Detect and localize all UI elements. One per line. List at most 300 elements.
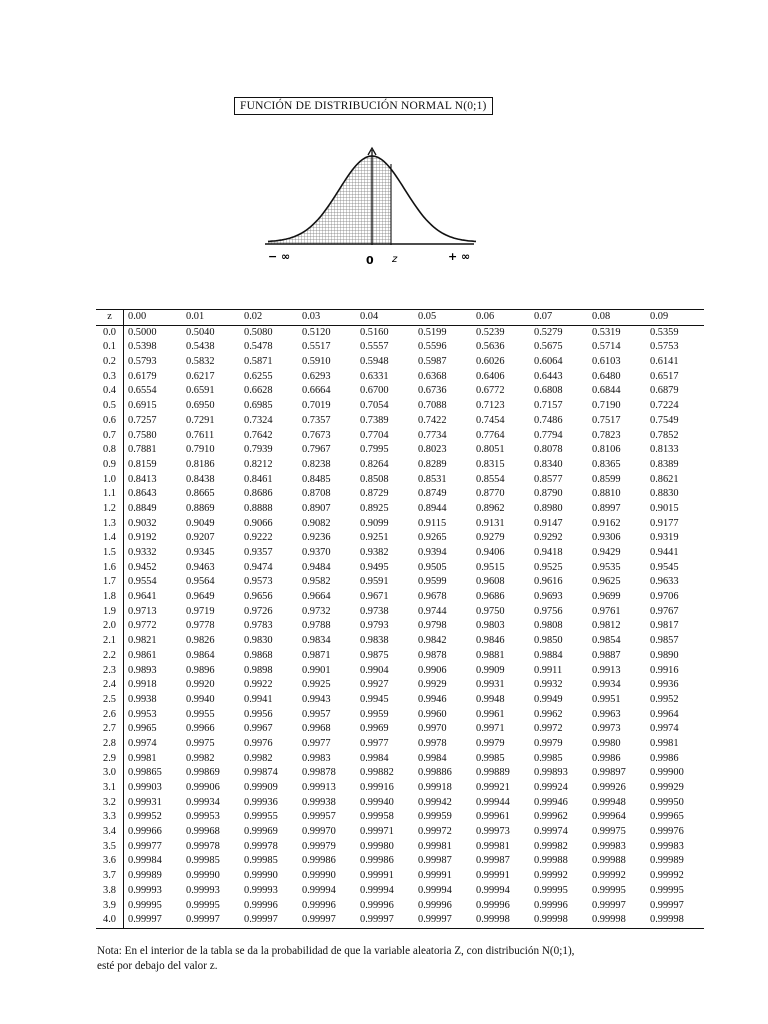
probability-cell: 0.99998 [592,914,626,926]
probability-cell: 0.9744 [418,605,447,617]
probability-cell: 0.5279 [534,326,563,338]
probability-cell: 0.6664 [302,385,331,397]
probability-cell: 0.99995 [128,899,162,911]
probability-cell: 0.8810 [592,488,621,500]
probability-cell: 0.6217 [186,370,215,382]
probability-cell: 0.99913 [302,782,336,794]
probability-cell: 0.6064 [534,356,563,368]
probability-cell: 0.99984 [128,855,162,867]
page-title: FUNCIÓN DE DISTRIBUCIÓN NORMAL N(0;1) [234,97,493,115]
probability-cell: 0.9956 [244,708,273,720]
probability-cell: 0.7995 [360,444,389,456]
probability-cell: 0.9948 [476,693,505,705]
probability-cell: 0.99906 [186,782,220,794]
probability-cell: 0.9945 [360,693,389,705]
probability-cell: 0.7357 [302,414,331,426]
probability-cell: 0.99995 [592,884,626,896]
probability-cell: 0.7580 [128,429,157,441]
table-row [96,708,704,723]
table-row [96,502,704,517]
column-header: 0.05 [418,311,437,323]
z-value-cell: 1.1 [96,487,124,502]
probability-cell: 0.9981 [650,737,679,749]
table-row [96,899,704,914]
probability-cell: 0.9441 [650,547,679,559]
table-row [96,546,704,561]
table-row [96,810,704,825]
table-row [96,752,704,767]
probability-cell: 0.7224 [650,400,679,412]
probability-cell: 0.9985 [476,752,505,764]
probability-cell: 0.99996 [534,899,568,911]
probability-cell: 0.7704 [360,429,389,441]
z-value-cell: 2.9 [96,752,124,767]
column-header: 0.06 [476,311,495,323]
probability-cell: 0.99970 [302,826,336,838]
z-value-cell: 1.0 [96,473,124,488]
z-value-cell: 0.8 [96,443,124,458]
probability-cell: 0.7257 [128,414,157,426]
probability-cell: 0.99992 [592,870,626,882]
probability-cell: 0.9761 [592,605,621,617]
probability-cell: 0.5160 [360,326,389,338]
z-value-cell: 0.5 [96,399,124,414]
probability-cell: 0.99940 [360,796,394,808]
z-value-cell: 2.3 [96,664,124,679]
probability-cell: 0.9452 [128,561,157,573]
probability-cell: 0.9931 [476,679,505,691]
probability-cell: 0.9978 [418,737,447,749]
probability-cell: 0.99997 [650,899,684,911]
probability-cell: 0.99893 [534,767,568,779]
probability-cell: 0.9394 [418,547,447,559]
probability-cell: 0.6141 [650,356,679,368]
probability-cell: 0.99990 [302,870,336,882]
footnote [97,944,667,974]
z-value-cell: 2.0 [96,619,124,634]
probability-cell: 0.6331 [360,370,389,382]
probability-cell: 0.5319 [592,326,621,338]
z-value-cell: 4.0 [96,913,124,928]
probability-cell: 0.9505 [418,561,447,573]
probability-cell: 0.99897 [592,767,626,779]
probability-cell: 0.8461 [244,473,273,485]
probability-cell: 0.9032 [128,517,157,529]
probability-cell: 0.99981 [418,840,452,852]
probability-cell: 0.8686 [244,488,273,500]
probability-cell: 0.8997 [592,502,621,514]
probability-cell: 0.9162 [592,517,621,529]
probability-cell: 0.9861 [128,649,157,661]
normal-distribution-table [96,309,704,929]
probability-cell: 0.9265 [418,532,447,544]
table-row [96,575,704,590]
probability-cell: 0.9834 [302,635,331,647]
probability-cell: 0.8389 [650,458,679,470]
probability-cell: 0.6103 [592,356,621,368]
probability-cell: 0.5478 [244,341,273,353]
probability-cell: 0.99946 [534,796,568,808]
probability-cell: 0.7673 [302,429,331,441]
probability-cell: 0.99903 [128,782,162,794]
probability-cell: 0.8106 [592,444,621,456]
probability-cell: 0.5910 [302,356,331,368]
probability-cell: 0.9750 [476,605,505,617]
z-value-cell: 3.5 [96,840,124,855]
probability-cell: 0.6406 [476,370,505,382]
z-column-header: z [96,310,124,326]
probability-cell: 0.9830 [244,635,273,647]
probability-cell: 0.99993 [186,884,220,896]
probability-cell: 0.8729 [360,488,389,500]
probability-cell: 0.9817 [650,620,679,632]
probability-cell: 0.8665 [186,488,215,500]
probability-cell: 0.9357 [244,547,273,559]
probability-cell: 0.99944 [476,796,510,808]
probability-cell: 0.9783 [244,620,273,632]
probability-cell: 0.9963 [592,708,621,720]
probability-cell: 0.9713 [128,605,157,617]
probability-cell: 0.99987 [476,855,510,867]
probability-cell: 0.9977 [360,737,389,749]
probability-cell: 0.5398 [128,341,157,353]
probability-cell: 0.9474 [244,561,273,573]
probability-cell: 0.9738 [360,605,389,617]
table-row [96,384,704,399]
probability-cell: 0.99996 [302,899,336,911]
probability-cell: 0.9934 [592,679,621,691]
probability-cell: 0.9429 [592,547,621,559]
probability-cell: 0.99998 [534,914,568,926]
table-row [96,458,704,473]
probability-cell: 0.9756 [534,605,563,617]
probability-cell: 0.9418 [534,547,563,559]
probability-cell: 0.99971 [360,826,394,838]
probability-cell: 0.6808 [534,385,563,397]
probability-cell: 0.9878 [418,649,447,661]
probability-cell: 0.5438 [186,341,215,353]
probability-cell: 0.7764 [476,429,505,441]
probability-cell: 0.6950 [186,400,215,412]
probability-cell: 0.99989 [650,855,684,867]
table-row [96,473,704,488]
probability-cell: 0.99991 [476,870,510,882]
probability-cell: 0.6293 [302,370,331,382]
probability-cell: 0.8849 [128,502,157,514]
probability-cell: 0.7486 [534,414,563,426]
probability-cell: 0.99986 [360,855,394,867]
table-row [96,517,704,532]
probability-cell: 0.7291 [186,414,215,426]
probability-cell: 0.9893 [128,664,157,676]
probability-cell: 0.9966 [186,723,215,735]
probability-cell: 0.99874 [244,767,278,779]
probability-cell: 0.9983 [302,752,331,764]
probability-cell: 0.9015 [650,502,679,514]
probability-cell: 0.8438 [186,473,215,485]
table-row [96,443,704,458]
probability-cell: 0.9616 [534,576,563,588]
probability-cell: 0.8159 [128,458,157,470]
probability-cell: 0.99996 [360,899,394,911]
probability-cell: 0.9932 [534,679,563,691]
probability-cell: 0.9972 [534,723,563,735]
probability-cell: 0.6591 [186,385,215,397]
zero-label: 0 [366,254,374,267]
z-value-cell: 2.5 [96,693,124,708]
z-value-cell: 0.0 [96,325,124,340]
probability-cell: 0.99988 [592,855,626,867]
probability-cell: 0.99955 [244,811,278,823]
probability-cell: 0.9929 [418,679,447,691]
probability-cell: 0.9370 [302,547,331,559]
probability-cell: 0.5987 [418,356,447,368]
probability-cell: 0.7054 [360,400,389,412]
probability-cell: 0.6179 [128,370,157,382]
probability-cell: 0.8485 [302,473,331,485]
probability-cell: 0.9938 [128,693,157,705]
probability-cell: 0.9641 [128,591,157,603]
probability-cell: 0.9767 [650,605,679,617]
probability-cell: 0.9066 [244,517,273,529]
probability-cell: 0.9842 [418,635,447,647]
probability-cell: 0.9633 [650,576,679,588]
probability-cell: 0.9979 [534,737,563,749]
probability-cell: 0.9909 [476,664,505,676]
probability-cell: 0.99959 [418,811,452,823]
probability-cell: 0.99990 [244,870,278,882]
probability-cell: 0.99981 [476,840,510,852]
probability-cell: 0.5714 [592,341,621,353]
probability-cell: 0.99994 [302,884,336,896]
probability-cell: 0.9913 [592,664,621,676]
probability-cell: 0.6554 [128,385,157,397]
probability-cell: 0.9686 [476,591,505,603]
probability-cell: 0.7088 [418,400,447,412]
probability-cell: 0.5199 [418,326,447,338]
probability-cell: 0.99948 [592,796,626,808]
probability-cell: 0.9772 [128,620,157,632]
z-value-cell: 3.9 [96,899,124,914]
probability-cell: 0.99998 [650,914,684,926]
probability-cell: 0.99983 [592,840,626,852]
probability-cell: 0.8770 [476,488,505,500]
probability-cell: 0.9901 [302,664,331,676]
probability-cell: 0.5675 [534,341,563,353]
probability-cell: 0.99994 [418,884,452,896]
probability-cell: 0.6736 [418,385,447,397]
table-row [96,678,704,693]
probability-cell: 0.9975 [186,737,215,749]
probability-cell: 0.7939 [244,444,273,456]
probability-cell: 0.99990 [186,870,220,882]
probability-cell: 0.8186 [186,458,215,470]
z-value-cell: 1.2 [96,502,124,517]
probability-cell: 0.9207 [186,532,215,544]
probability-cell: 0.9967 [244,723,273,735]
probability-cell: 0.99921 [476,782,510,794]
table-row [96,531,704,546]
probability-cell: 0.7734 [418,429,447,441]
probability-cell: 0.7823 [592,429,621,441]
probability-cell: 0.9887 [592,649,621,661]
table-header-row [96,310,704,326]
probability-cell: 0.99972 [418,826,452,838]
probability-cell: 0.99991 [418,870,452,882]
probability-cell: 0.99969 [244,826,278,838]
probability-cell: 0.99989 [128,870,162,882]
probability-cell: 0.99878 [302,767,336,779]
probability-cell: 0.99997 [418,914,452,926]
column-header: 0.01 [186,311,205,323]
probability-cell: 0.9535 [592,561,621,573]
probability-cell: 0.9986 [592,752,621,764]
probability-cell: 0.8531 [418,473,447,485]
probability-cell: 0.5517 [302,341,331,353]
probability-cell: 0.9192 [128,532,157,544]
column-header: 0.03 [302,311,321,323]
probability-cell: 0.99978 [244,840,278,852]
z-value-cell: 3.2 [96,796,124,811]
probability-cell: 0.9099 [360,517,389,529]
probability-cell: 0.9979 [476,737,505,749]
probability-cell: 0.99996 [476,899,510,911]
probability-cell: 0.99974 [534,826,568,838]
probability-cell: 0.9969 [360,723,389,735]
probability-cell: 0.7517 [592,414,621,426]
probability-cell: 0.7852 [650,429,679,441]
table-row [96,781,704,796]
probability-cell: 0.99889 [476,767,510,779]
probability-cell: 0.9319 [650,532,679,544]
probability-cell: 0.8621 [650,473,679,485]
probability-cell: 0.9515 [476,561,505,573]
probability-cell: 0.99964 [592,811,626,823]
probability-cell: 0.99997 [302,914,336,926]
probability-cell: 0.99916 [360,782,394,794]
probability-cell: 0.99938 [302,796,336,808]
probability-cell: 0.99936 [244,796,278,808]
column-header: 0.08 [592,311,611,323]
probability-cell: 0.9306 [592,532,621,544]
probability-cell: 0.9977 [302,737,331,749]
probability-cell: 0.6368 [418,370,447,382]
z-value-cell: 2.1 [96,634,124,649]
probability-cell: 0.99982 [534,840,568,852]
probability-cell: 0.99934 [186,796,220,808]
probability-cell: 0.9871 [302,649,331,661]
probability-cell: 0.5636 [476,341,505,353]
probability-cell: 0.9656 [244,591,273,603]
probability-cell: 0.5871 [244,356,273,368]
probability-cell: 0.9582 [302,576,331,588]
probability-cell: 0.5596 [418,341,447,353]
z-value-cell: 1.4 [96,531,124,546]
probability-cell: 0.9573 [244,576,273,588]
probability-cell: 0.9732 [302,605,331,617]
probability-cell: 0.99953 [186,811,220,823]
minus-infinity-label: − ∞ [268,250,291,263]
z-value-cell: 3.4 [96,825,124,840]
probability-cell: 0.9953 [128,708,157,720]
probability-cell: 0.8888 [244,502,273,514]
table-row [96,796,704,811]
probability-cell: 0.99997 [128,914,162,926]
probability-cell: 0.9608 [476,576,505,588]
probability-cell: 0.7642 [244,429,273,441]
probability-cell: 0.9940 [186,693,215,705]
probability-cell: 0.7324 [244,414,273,426]
probability-cell: 0.9976 [244,737,273,749]
probability-cell: 0.9916 [650,664,679,676]
probability-cell: 0.9049 [186,517,215,529]
probability-cell: 0.8340 [534,458,563,470]
probability-cell: 0.9798 [418,620,447,632]
table-row [96,619,704,634]
probability-cell: 0.6628 [244,385,273,397]
probability-cell: 0.9864 [186,649,215,661]
probability-cell: 0.5753 [650,341,679,353]
probability-cell: 0.8980 [534,502,563,514]
z-value-cell: 0.1 [96,340,124,355]
table-row [96,722,704,737]
table-row [96,825,704,840]
probability-cell: 0.9251 [360,532,389,544]
probability-cell: 0.8508 [360,473,389,485]
probability-cell: 0.5948 [360,356,389,368]
probability-cell: 0.9949 [534,693,563,705]
probability-cell: 0.6844 [592,385,621,397]
probability-cell: 0.5000 [128,326,157,338]
probability-cell: 0.9904 [360,664,389,676]
probability-cell: 0.99983 [650,840,684,852]
probability-cell: 0.6772 [476,385,505,397]
probability-cell: 0.9927 [360,679,389,691]
probability-cell: 0.99976 [650,826,684,838]
probability-cell: 0.99995 [650,884,684,896]
probability-cell: 0.7422 [418,414,447,426]
probability-cell: 0.99985 [244,855,278,867]
probability-cell: 0.99961 [476,811,510,823]
probability-cell: 0.9961 [476,708,505,720]
probability-cell: 0.7549 [650,414,679,426]
probability-cell: 0.9115 [418,517,447,529]
probability-cell: 0.9884 [534,649,563,661]
probability-cell: 0.9959 [360,708,389,720]
probability-cell: 0.99992 [534,870,568,882]
probability-cell: 0.9918 [128,679,157,691]
table-row [96,869,704,884]
probability-cell: 0.9964 [650,708,679,720]
probability-cell: 0.99966 [128,826,162,838]
probability-cell: 0.9957 [302,708,331,720]
table-row [96,414,704,429]
probability-cell: 0.8749 [418,488,447,500]
probability-cell: 0.9981 [128,752,157,764]
probability-cell: 0.9936 [650,679,679,691]
probability-cell: 0.8962 [476,502,505,514]
probability-cell: 0.99962 [534,811,568,823]
z-value-cell: 0.6 [96,414,124,429]
probability-cell: 0.5239 [476,326,505,338]
probability-cell: 0.9984 [360,752,389,764]
probability-cell: 0.9591 [360,576,389,588]
probability-cell: 0.9678 [418,591,447,603]
probability-cell: 0.99997 [592,899,626,911]
probability-cell: 0.9177 [650,517,679,529]
probability-cell: 0.99958 [360,811,394,823]
probability-cell: 0.9726 [244,605,273,617]
